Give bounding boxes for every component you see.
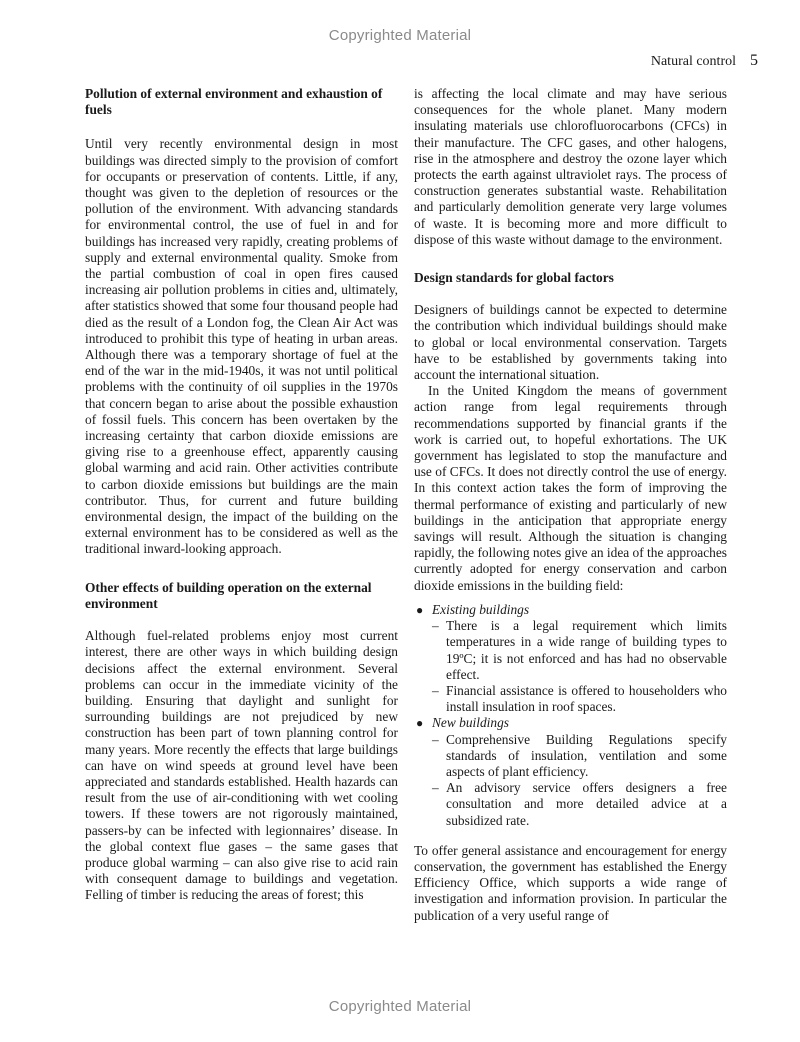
paragraph-pollution: Until very recently environmental design in most buildings was directed simply to the provision of comfort for occupants or preservation of contents. Little, if any, thought was given to the depletion of resources or the pollution of the environment. With advancing standards for environmental control, the use of fuel in and for buildings has increased very rapidly, creating problems of supply and external environmental quality. Smoke from the partial combustion of coal in open fires caused increasing air pollution problems in cities and, ultimately, after statistics showed that some four thousand people had died as the result of a London fog, the Clean Air Act was introduced to prohibit this type of heating in urban areas. Although there was a temporary shortage of fuel at the end of the war in the mid-1940s, it was not until political problems with the continuity of oil supplies in the 1970s that concern began to arise about the possible exhaustion of fossil fuels. This concern has been overtaken by the increasing certainty that carbon dioxide emissions are giving rise to a greenhouse effect, apparently causing global warming and acid rain. Other activities contribute to carbon dioxide emissions but buildings are the main contributor. Thus, for current and future building environmental design, the impact of the building on the external environment has to be considered as well as the traditional inward-looking approach. bbox=[85, 136, 398, 557]
bullet-icon: ● bbox=[416, 716, 424, 731]
section-heading-pollution: Pollution of external environment and exhaustion of fuels bbox=[85, 86, 383, 118]
page-number: 5 bbox=[750, 52, 758, 69]
paragraph-continuation: is affecting the local climate and may have serious consequences for the whole planet. Many modern insulating materials use chlorofluorocarbons (CFCs) in their manufacture. The CFC gases, and other halogens, rise in the atmosphere and destroy the ozone layer which protects the earth against ultraviolet rays. The process of construction generates substantial waste. Rehabilitation and particularly demolition generate very large volumes of waste. It is becoming more and more difficult to dispose of this waste without damage to the environment. bbox=[414, 86, 727, 247]
dash-list-existing bbox=[432, 618, 727, 715]
dash-item: – An advisory service offers designers a free consultation and more detailed advice at a subsidized rate. bbox=[432, 780, 727, 829]
right-column bbox=[414, 86, 727, 924]
bullet-title-existing: Existing buildings bbox=[432, 601, 530, 617]
bullet-item-existing bbox=[414, 602, 727, 715]
running-head bbox=[651, 52, 758, 70]
watermark-top: Copyrighted Material bbox=[328, 27, 472, 44]
dash-item: – There is a legal requirement which limits temperatures in a wide range of building types to 19ºC; it is not enforced and has had no observable effect. bbox=[432, 618, 727, 683]
paragraph-energy-efficiency: To offer general assistance and encouragement for energy conservation, the government has established the Energy Efficiency Office, which supports a wide range of investigation and information provision. In particular the publication of a very useful range of bbox=[414, 842, 727, 923]
watermark-bottom: Copyrighted Material bbox=[328, 998, 472, 1015]
left-column bbox=[85, 86, 398, 904]
section-heading-design-standards: Design standards for global factors bbox=[414, 270, 614, 286]
bullet-icon: ● bbox=[416, 602, 424, 617]
paragraph-other-effects: Although fuel-related problems enjoy most current interest, there are other ways in which building design decisions affect the external environment. Several problems can occur in the immediate vicinity of the building. Ensuring that daylight and sunlight for surrounding buildings are not prejudiced by new construction has been part of town planning control for many years. More recently the effects that large buildings can have on wind speeds at ground level have been appreciated and standards established. Health hazards can result from the use of air-conditioning with wet cooling towers. If these towers are not rigorously maintained, passers-by can be infected with legionnaires’ disease. In the global context flue gases – the same gases that produce global warming – can also give rise to acid rain with consequent damage to buildings and vegetation. Felling of timber is reducing the areas of forest; this bbox=[85, 628, 398, 903]
paragraph-designers: Designers of buildings cannot be expected to determine the contribution which individual buildings should make to global or local environmental conservation. Targets have to be established by governments taking into account the international situation. bbox=[414, 302, 727, 383]
paragraph-uk-government: In the United Kingdom the means of government action range from legal requirements through recommendations supported by financial grants if the work is carried out, to hopeful exhortations. The UK government has legislated to stop the manufacture and use of CFCs. It does not directly control the use of energy. In this context action takes the form of improving the thermal performance of existing and particularly of new buildings in the anticipation that appropriate energy savings will result. Although the situation is changing rapidly, the following notes give an idea of the approaches currently adopted for energy conservation and carbon dioxide emissions in the building field: bbox=[414, 383, 727, 593]
section-heading-other-effects: Other effects of building operation on the external environment bbox=[85, 579, 372, 611]
dash-item: – Comprehensive Building Regulations specify standards of insulation, ventilation and some aspects of plant efficiency. bbox=[432, 732, 727, 781]
bullet-title-new: New buildings bbox=[432, 715, 510, 731]
running-head-title: Natural control bbox=[650, 54, 736, 69]
dash-list-new bbox=[432, 732, 727, 829]
dash-item: – Financial assistance is offered to householders who install insulation in roof spaces. bbox=[432, 683, 727, 715]
bullet-list bbox=[414, 602, 727, 829]
bullet-item-new bbox=[414, 715, 727, 828]
